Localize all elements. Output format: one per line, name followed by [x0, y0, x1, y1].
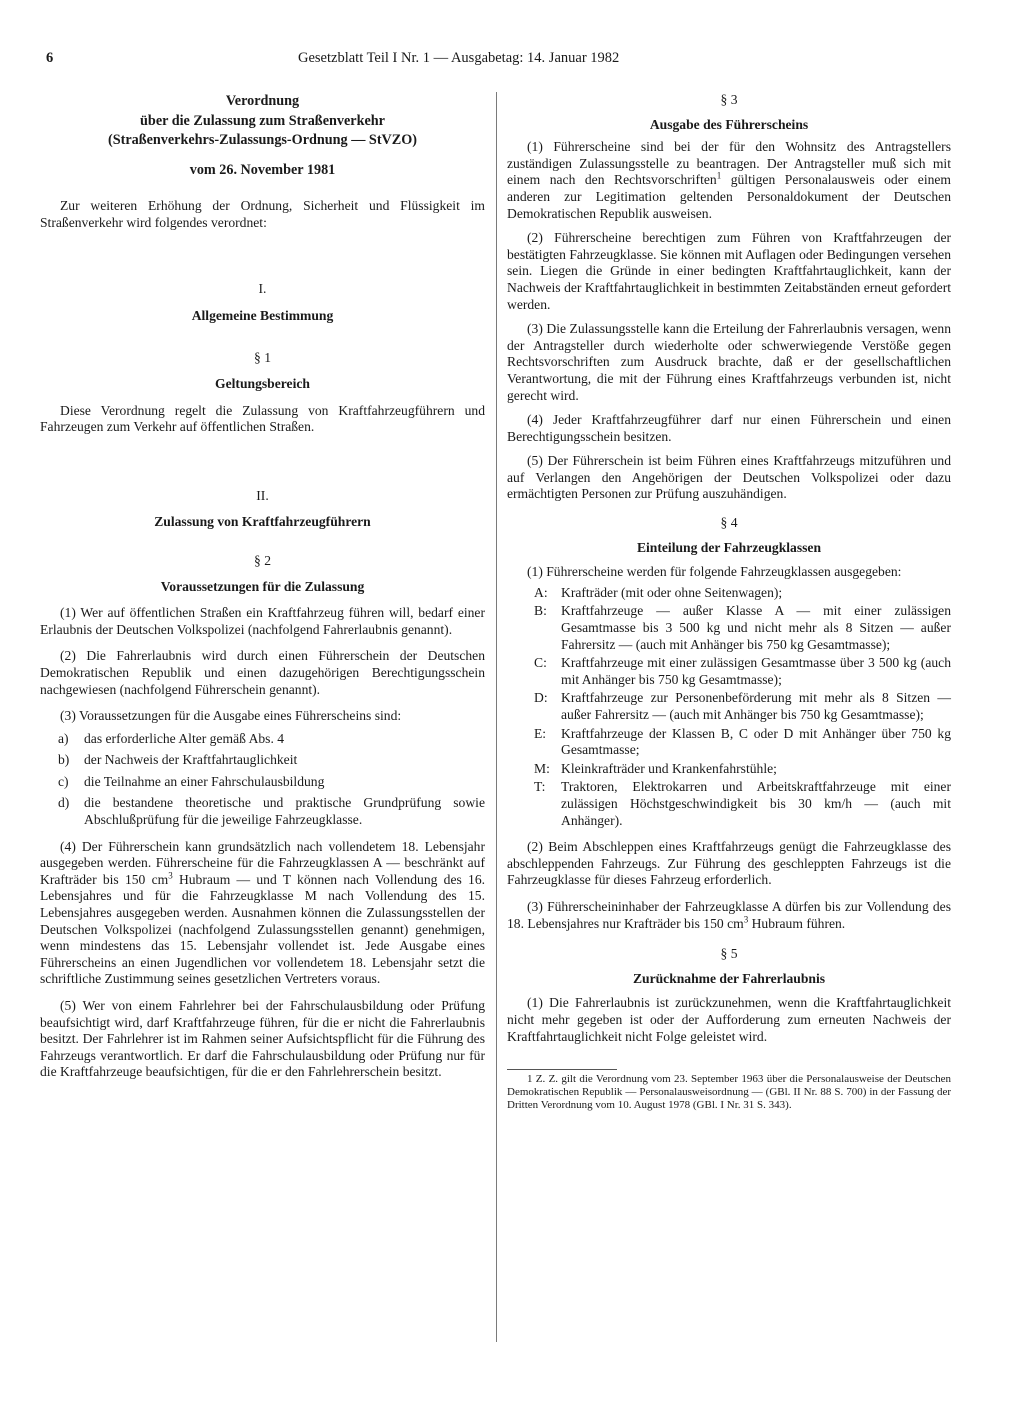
part-2-numeral: II. — [256, 487, 269, 503]
section-3-para-2: (2) Führerscheine berechtigen zum Führen von Kraftfahrzeugen der bestätigten Fahrzeugklasse. Sie können mit Auflagen oder Bedingungen versehen sein. Liegen die Gründe in einer bedingten Kraftfahrtauglichkeit, kann der Nachweis der Kraftfahrtauglichkeit in bestimmten Zeitabständen erneut gefordert werden. — [507, 230, 951, 312]
running-title: Gesetzblatt Teil I Nr. 1 — Ausgabetag: 14. Januar 1982 — [298, 50, 620, 66]
list-item: C: Kraftfahrzeuge mit einer zulässigen Gesamtmasse über 3 500 kg (auch mit Anhänger bis 750 kg Gesamtmasse); — [534, 655, 951, 687]
list-item: E: Kraftfahrzeuge der Klassen B, C oder D mit Anhänger über 750 kg Gesamtmasse; — [534, 725, 951, 758]
section-3-para-1: (1) Führerscheine sind bei der für den Wohnsitz des Antragstellers zuständigen Zulassungsstelle zu beantragen. Der Antragsteller muß sich mit einem nach den Rechtsvorschriften$^1$ gültigen Personalausweis oder einem anderen zur Legitimation geltenden Personaldokument der Deutschen Demokratischen Republik ausweisen. — [507, 139, 951, 221]
list-item: b) der Nachweis der Kraftfahrtauglichkeit — [58, 752, 298, 768]
section-4-para-3: (3) Führerscheininhaber der Fahrzeugklasse A dürfen bis zur Vollendung des 18. Lebensjahres nur Krafträder bis 150 $cm^3$ Hubraum führen. — [507, 898, 951, 931]
section-4-para-2: (2) Beim Abschleppen eines Kraftfahrzeugs genügt die Fahrzeugklasse des abschleppenden Fahrzeugs. Zur Führung des geschleppten Fahrzeugs ist die Fahrzeugklasse für dieses Fahrzeug erforderlich. — [507, 839, 951, 888]
footnote: 1 Z. Z. gilt die Verordnung vom 23. September 1963 über die Personalausweise der Deutschen Demokratischen Republik — Personalausweisordnung — (GBl. II Nr. 88 S. 700) in der Fassung der Dritten Verordnung vom 10. August 1978 (GBl. I Nr. 31 S. 343). — [507, 1073, 951, 1112]
ordinance-date: vom 26. November 1981 — [189, 161, 336, 178]
page-header — [46, 50, 710, 70]
section-4-para-1-intro: (1) Führerscheine werden für folgende Fahrzeugklassen ausgegeben: — [527, 564, 902, 580]
list-item: B: Kraftfahrzeuge — außer Klasse A — mit einer zulässigen Gesamtmasse bis 3 500 kg und nicht mehr als 8 Sitzen — außer Fahrersitz — (auch mit Anhänger bis 750 kg Gesamtmasse); — [534, 603, 951, 652]
section-4-title: Einteilung der Fahrzeugklassen — [636, 539, 822, 555]
section-2-para-5: (5) Wer von einem Fahrlehrer bei der Fahrschulausbildung oder Prüfung beaufsichtigt wird, darf Kraftfahrzeuge führen, für die er nicht die Fahrerlaubnis besitzt. Der Fahrlehrer ist im Rahmen seiner Aufsichtspflicht für die Führung des Fahrzeugs verantwortlich. Er darf die Fahrschulausbildung oder Prüfung nur für die Kraftfahrzeuge beaufsichtigen, für die er den Fahrlehrerschein besitzt. — [40, 998, 485, 1080]
section-2-number: § 2 — [254, 552, 271, 568]
right-column — [507, 92, 951, 1112]
footnote-rule — [507, 1069, 617, 1070]
section-3-number: § 3 — [720, 92, 738, 107]
section-2-para-3-intro: (3) Voraussetzungen für die Ausgabe eines Führerscheins sind: — [60, 708, 402, 724]
list-item: A: Krafträder (mit oder ohne Seitenwagen); — [534, 584, 783, 600]
preamble: Zur weiteren Erhöhung der Ordnung, Sicherheit und Flüssigkeit im Straßenverkehr wird folgendes verordnet: — [40, 198, 485, 230]
section-1-text: Diese Verordnung regelt die Zulassung von Kraftfahrzeugführern und Fahrzeugen zum Verkehr auf öffentlichen Straßen. — [40, 402, 485, 435]
part-1-numeral: I. — [258, 281, 267, 297]
section-5-para-1: (1) Die Fahrerlaubnis ist zurückzunehmen, wenn die Kraftfahrtauglichkeit nicht mehr gegeben ist oder der Aufforderung zum erneuten Nachweis der Kraftfahrtauglichkeit nicht Folge geleistet wird. — [507, 995, 951, 1044]
section-5-title: Zurücknahme der Fahrerlaubnis — [632, 970, 826, 986]
section-2-para-4: (4) Der Führerschein kann grundsätzlich nach vollendetem 18. Lebensjahr ausgegeben werden. Führerscheine für die Fahrzeugklassen A — beschränkt auf Krafträder bis 150 $cm^3$ Hubraum — und T können nach Vollendung des 16. Lebensjahres und für die Fahrzeugklasse M nach Vollendung des 15. Lebensjahres ausgegeben werden. Ausnahmen können die Zulassungsstellen der Deutschen Volkspolizei (nachfolgend Zulassungsstellen genannt) genehmigen, wenn mindestens das 15. Lebensjahr vollendet ist. Jede Ausgabe eines Führerscheins an einen Jugendlichen vor vollendetem 18. Lebensjahr setzt die schriftliche Zustimmung seines gesetzlichen Vertreters voraus. — [40, 838, 486, 987]
section-5-number: § 5 — [720, 946, 738, 962]
left-column — [40, 92, 485, 1081]
list-item: T: Traktoren, Elektrokarren und Arbeitskraftfahrzeuge mit einer zulässigen Höchstgeschwindigkeit bis 30 km/h — (auch mit Anhänger). — [534, 779, 951, 828]
list-item: a) das erforderliche Alter gemäß Abs. 4 — [58, 730, 285, 746]
part-1-title: Allgemeine Bestimmung — [191, 307, 334, 323]
section-3-title: Ausgabe des Führerscheins — [649, 116, 809, 132]
section-4-number: § 4 — [720, 515, 738, 531]
section-1-title: Geltungsbereich — [215, 375, 310, 391]
section-3-para-4: (4) Jeder Kraftfahrzeugführer darf nur einen Führerschein und einen Berechtigungsschein besitzen. — [507, 412, 951, 444]
section-3-para-3: (3) Die Zulassungsstelle kann die Erteilung der Fahrerlaubnis versagen, wenn der Antragsteller durch wiederholte oder schwerwiegende Verstöße gegen Rechtsvorschriften zum Ausdruck brachte, daß er der gesellschaftlichen Verantwortung, die mit der Führung eines Kraftfahrzeugs verbunden ist, nicht gerecht wird. — [507, 321, 951, 403]
section-1-number: § 1 — [254, 350, 271, 366]
list-item: D: Kraftfahrzeuge zur Personenbeförderung mit mehr als 8 Sitzen — außer Fahrersitz — (auch mit Anhänger bis 750 kg Gesamtmasse); — [534, 690, 951, 722]
section-2-title: Voraussetzungen für die Zulassung — [160, 578, 365, 594]
list-item: c) die Teilnahme an einer Fahrschulausbildung — [58, 773, 325, 789]
column-divider — [496, 92, 497, 1342]
page-number: 6 — [46, 50, 54, 66]
section-2-para-2: (2) Die Fahrerlaubnis wird durch einen Führerschein der Deutschen Demokratischen Republik und einen dazugehörigen Berechtigungsschein nachgewiesen (nachfolgend Führerschein genannt). — [40, 648, 485, 697]
ordinance-title-2: über die Zulassung zum Straßenverkehr — [140, 112, 385, 129]
section-3-para-5: (5) Der Führerschein ist beim Führen eines Kraftfahrzeugs mitzuführen und auf Verlangen den Angehörigen der Deutschen Volkspolizei oder dazu ermächtigten Personen zur Prüfung auszuhändigen. — [507, 453, 951, 502]
ordinance-title-3: (Straßenverkehrs-Zulassungs-Ordnung — StVZO) — [107, 132, 418, 148]
list-item: M: Kleinkrafträder und Krankenfahrstühle; — [534, 760, 777, 776]
part-2-title: Zulassung von Kraftfahrzeugführern — [154, 514, 371, 530]
list-item: d) die bestandene theoretische und praktische Grundprüfung sowie Abschlußprüfung für die jeweilige Fahrzeugklasse. — [58, 795, 485, 828]
section-2-para-1: (1) Wer auf öffentlichen Straßen ein Kraftfahrzeug führen will, bedarf einer Erlaubnis der Deutschen Volkspolizei (nachfolgend Fahrerlaubnis genannt). — [40, 605, 485, 637]
ordinance-title-1: Verordnung — [225, 93, 300, 109]
